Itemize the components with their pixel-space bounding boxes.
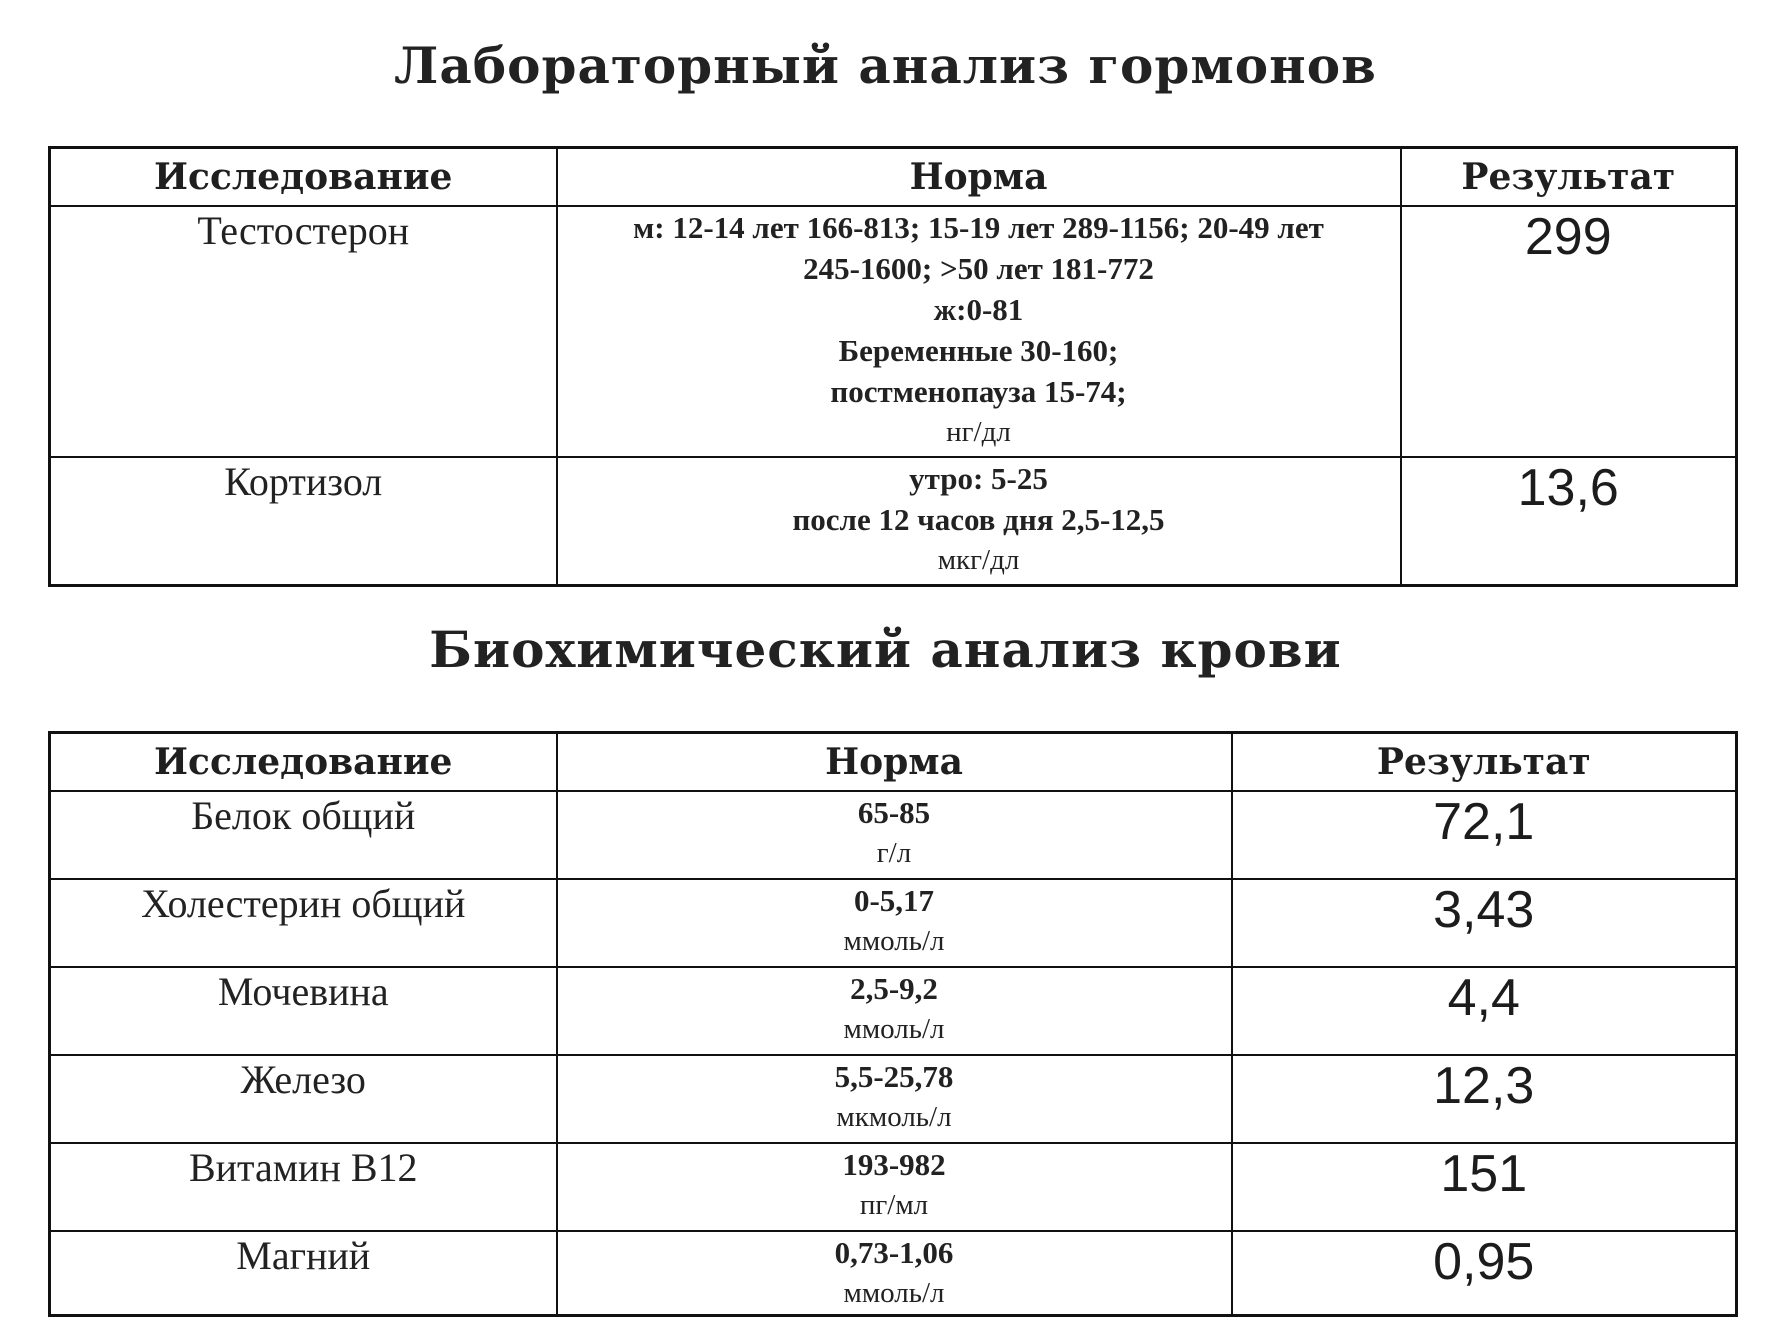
column-header-result: Результат	[1401, 148, 1737, 207]
column-header-study: Исследование	[50, 148, 557, 207]
table-row	[50, 1143, 1737, 1231]
result-value-cell: 0,95	[1232, 1231, 1737, 1316]
column-header-norm: Норма	[557, 733, 1232, 792]
reference-unit: ммоль/л	[843, 1277, 945, 1309]
study-name-cell: Витамин В12	[50, 1143, 557, 1231]
result-value-cell: 299	[1401, 206, 1737, 457]
result-value-cell: 3,43	[1232, 879, 1737, 967]
table-row	[50, 1055, 1737, 1143]
reference-unit: ммоль/л	[843, 1013, 945, 1045]
table-row	[50, 879, 1737, 967]
study-name-cell: Кортизол	[50, 457, 557, 586]
reference-range-line: Беременные 30-160;	[838, 333, 1119, 368]
reference-range-cell	[557, 879, 1232, 967]
study-name-cell: Холестерин общий	[50, 879, 557, 967]
result-value-cell: 72,1	[1232, 791, 1737, 879]
column-header-result: Результат	[1232, 733, 1737, 792]
reference-range-cell	[557, 1055, 1232, 1143]
table-header-row	[50, 733, 1737, 792]
table-row	[50, 967, 1737, 1055]
table-row	[50, 791, 1737, 879]
reference-range-line: ж:0-81	[933, 292, 1024, 327]
reference-unit: мкмоль/л	[836, 1101, 952, 1133]
study-name-cell: Магний	[50, 1231, 557, 1316]
study-name-cell: Тестостерон	[50, 206, 557, 457]
reference-range-line: 2,5-9,2	[850, 971, 938, 1006]
table-header-row	[50, 148, 1737, 207]
result-value-cell: 151	[1232, 1143, 1737, 1231]
study-name-cell: Железо	[50, 1055, 557, 1143]
reference-unit: мкг/дл	[937, 544, 1020, 576]
reference-range-line: 0,73-1,06	[834, 1235, 954, 1270]
reference-range-line: постменопауза 15-74;	[830, 374, 1127, 409]
study-name-cell: Мочевина	[50, 967, 557, 1055]
reference-unit: пг/мл	[859, 1189, 929, 1221]
reference-range-line: 0-5,17	[853, 883, 935, 918]
study-name-cell: Белок общий	[50, 791, 557, 879]
reference-range-cell	[557, 206, 1401, 457]
reference-range-cell	[557, 967, 1232, 1055]
reference-range-line: 5,5-25,78	[834, 1059, 954, 1094]
column-header-norm: Норма	[557, 148, 1401, 207]
reference-range-line: 245-1600; >50 лет 181-772	[803, 251, 1154, 286]
reference-range-cell	[557, 791, 1232, 879]
biochem-section-title: Биохимический анализ крови	[429, 620, 1342, 679]
reference-range-cell	[557, 1231, 1232, 1316]
reference-range-cell	[557, 1143, 1232, 1231]
reference-range-line: 193-982	[842, 1147, 946, 1182]
biochem-table	[48, 731, 1738, 1317]
result-value-cell: 4,4	[1232, 967, 1737, 1055]
reference-range-cell	[557, 457, 1401, 586]
reference-unit: г/л	[876, 837, 912, 869]
table-row	[50, 457, 1737, 586]
table-row	[50, 1231, 1737, 1316]
column-header-study: Исследование	[50, 733, 557, 792]
reference-range-line: после 12 часов дня 2,5-12,5	[792, 502, 1165, 537]
table-row	[50, 206, 1737, 457]
result-value-cell: 13,6	[1401, 457, 1737, 586]
reference-unit: ммоль/л	[843, 925, 945, 957]
hormones-section-title: Лабораторный анализ гормонов	[394, 36, 1377, 95]
reference-range-line: 65-85	[857, 795, 931, 830]
hormones-table	[48, 146, 1738, 587]
result-value-cell: 12,3	[1232, 1055, 1737, 1143]
reference-range-line: м: 12-14 лет 166-813; 15-19 лет 289-1156; 20-49 лет	[633, 210, 1324, 245]
reference-range-line: утро: 5-25	[909, 461, 1048, 496]
reference-unit: нг/дл	[946, 416, 1011, 448]
